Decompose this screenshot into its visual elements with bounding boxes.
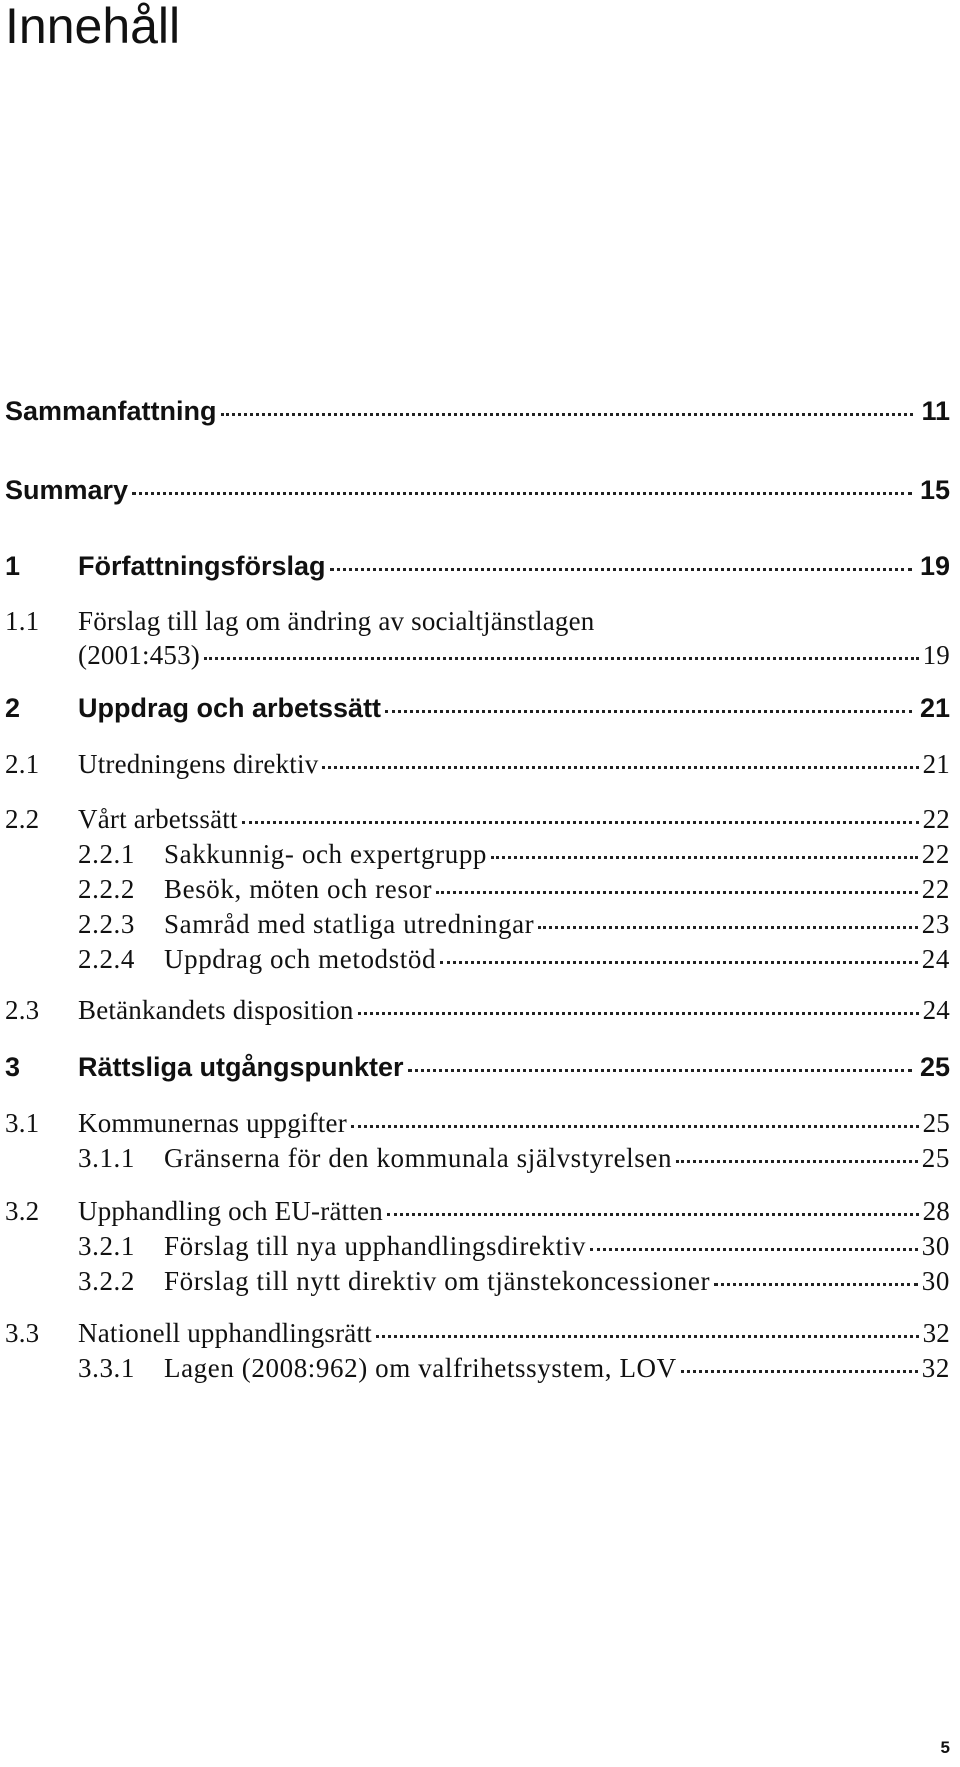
toc-entry-section-2-2[interactable] [5, 804, 950, 835]
toc-entry-number: 2 [5, 693, 21, 723]
toc-entry-page: 21 [922, 749, 950, 779]
toc-entry-page: 21 [919, 693, 950, 723]
toc-entry-section-2-2-1[interactable] [78, 839, 950, 870]
page-number: 5 [940, 1738, 950, 1757]
toc-entry-chapter-1[interactable] [5, 551, 950, 582]
toc-entry-title: Upphandling och EU-rätten [78, 1196, 383, 1226]
toc-entry-number: 2.1 [5, 749, 40, 779]
dot-leader [221, 413, 914, 416]
dot-leader [387, 1213, 919, 1216]
toc-entry-number: 2.2.4 [78, 944, 135, 974]
dot-leader [330, 568, 912, 571]
toc-entry-page: 15 [919, 475, 950, 505]
dot-leader [408, 1069, 912, 1072]
toc-entry-title: Sakkunnig- och expertgrupp [164, 839, 488, 869]
toc-entry-number: 2.2.3 [78, 909, 135, 939]
toc-entry-number: 3.1.1 [78, 1143, 135, 1173]
toc-entry-title-continuation: (2001:453) [78, 640, 200, 670]
toc-entry-title: Besök, möten och resor [164, 874, 433, 904]
dot-leader [376, 1335, 919, 1338]
toc-entry-page: 32 [922, 1318, 950, 1348]
toc-entry-chapter-3[interactable] [5, 1052, 950, 1083]
toc-entry-title: Förslag till nya upphandlingsdirektiv [164, 1231, 586, 1261]
toc-entry-number: 1 [5, 551, 21, 581]
toc-entry-sammanfattning[interactable] [5, 396, 950, 427]
toc-entry-page: 23 [921, 909, 950, 939]
toc-entry-title: Samråd med statliga utredningar [164, 909, 535, 939]
toc-entry-page: 19 [922, 640, 950, 670]
toc-entry-page: 22 [922, 804, 950, 834]
toc-entry-page: 24 [922, 995, 950, 1025]
toc-entry-title: Summary [5, 475, 129, 505]
toc-entry-page: 22 [921, 874, 950, 904]
dot-leader [385, 710, 912, 713]
toc-entry-page: 30 [921, 1231, 950, 1261]
toc-entry-title: Uppdrag och arbetssätt [78, 693, 382, 723]
toc-entry-title: Författningsförslag [78, 551, 326, 581]
toc-entry-page: 25 [919, 1052, 950, 1082]
dot-leader [358, 1012, 919, 1015]
toc-entry-title: Sammanfattning [5, 396, 217, 426]
toc-entry-title: Kommunernas uppgifter [78, 1108, 347, 1138]
toc-entry-page: 24 [921, 944, 950, 974]
toc-entry-title: Förslag till nytt direktiv om tjänstekoncessioner [164, 1266, 711, 1296]
dot-leader [322, 766, 918, 769]
toc-entry-page: 25 [921, 1143, 950, 1173]
toc-entry-section-2-3[interactable] [5, 995, 950, 1026]
dot-leader [714, 1283, 918, 1286]
toc-entry-page: 19 [919, 551, 950, 581]
dot-leader [351, 1125, 919, 1128]
dot-leader [132, 492, 912, 495]
toc-entry-number: 2.2.1 [78, 839, 135, 869]
toc-entry-number: 3.2 [5, 1196, 40, 1226]
dot-leader [440, 961, 918, 964]
dot-leader [538, 926, 918, 929]
toc-entry-section-3-1[interactable] [5, 1108, 950, 1139]
toc-entry-title: Utredningens direktiv [78, 749, 319, 779]
toc-entry-title: Förslag till lag om ändring av socialtjänstlagen [78, 606, 595, 636]
toc-entry-section-3-2-2[interactable] [78, 1266, 950, 1297]
toc-entry-section-2-2-2[interactable] [78, 874, 950, 905]
toc-entry-page: 25 [922, 1108, 950, 1138]
toc-entry-number: 3.1 [5, 1108, 40, 1138]
toc-entry-number: 1.1 [5, 606, 40, 636]
toc-entry-page: 32 [921, 1353, 950, 1383]
toc-entry-section-1-1-continuation[interactable] [78, 640, 950, 671]
dot-leader [491, 856, 918, 859]
toc-entry-section-2-2-4[interactable] [78, 944, 950, 975]
toc-entry-summary[interactable] [5, 475, 950, 506]
toc-entry-title: Rättsliga utgångspunkter [78, 1052, 404, 1082]
dot-leader [681, 1370, 918, 1373]
dot-leader [242, 821, 919, 824]
toc-entry-title: Uppdrag och metodstöd [164, 944, 437, 974]
toc-entry-number: 3 [5, 1052, 21, 1082]
toc-entry-section-1-1[interactable] [5, 606, 950, 637]
toc-entry-title: Lagen (2008:962) om valfrihetssystem, LOV [164, 1353, 677, 1383]
toc-entry-title: Vårt arbetssätt [78, 804, 238, 834]
toc-entry-page: 11 [921, 396, 950, 426]
toc-entry-number: 3.3.1 [78, 1353, 135, 1383]
toc-entry-number: 3.2.2 [78, 1266, 135, 1296]
toc-entry-page: 28 [922, 1196, 950, 1226]
toc-entry-section-3-2[interactable] [5, 1196, 950, 1227]
toc-entry-section-3-3-1[interactable] [78, 1353, 950, 1384]
toc-entry-number: 2.3 [5, 995, 40, 1025]
toc-entry-number: 2.2 [5, 804, 40, 834]
toc-entry-section-2-2-3[interactable] [78, 909, 950, 940]
dot-leader [676, 1160, 918, 1163]
toc-entry-number: 2.2.2 [78, 874, 135, 904]
toc-entry-page: 22 [921, 839, 950, 869]
toc-entry-number: 3.2.1 [78, 1231, 135, 1261]
dot-leader [590, 1248, 918, 1251]
dot-leader [436, 891, 918, 894]
toc-entry-page: 30 [921, 1266, 950, 1296]
toc-entry-section-2-1[interactable] [5, 749, 950, 780]
toc-entry-section-3-2-1[interactable] [78, 1231, 950, 1262]
toc-entry-number: 3.3 [5, 1318, 40, 1348]
page-title: Innehåll [5, 0, 181, 54]
toc-entry-title: Gränserna för den kommunala självstyrelsen [164, 1143, 673, 1173]
toc-entry-chapter-2[interactable] [5, 693, 950, 724]
toc-entry-title: Nationell upphandlingsrätt [78, 1318, 372, 1348]
toc-entry-section-3-3[interactable] [5, 1318, 950, 1349]
toc-entry-section-3-1-1[interactable] [78, 1143, 950, 1174]
toc-entry-title: Betänkandets disposition [78, 995, 354, 1025]
dot-leader [204, 657, 919, 660]
